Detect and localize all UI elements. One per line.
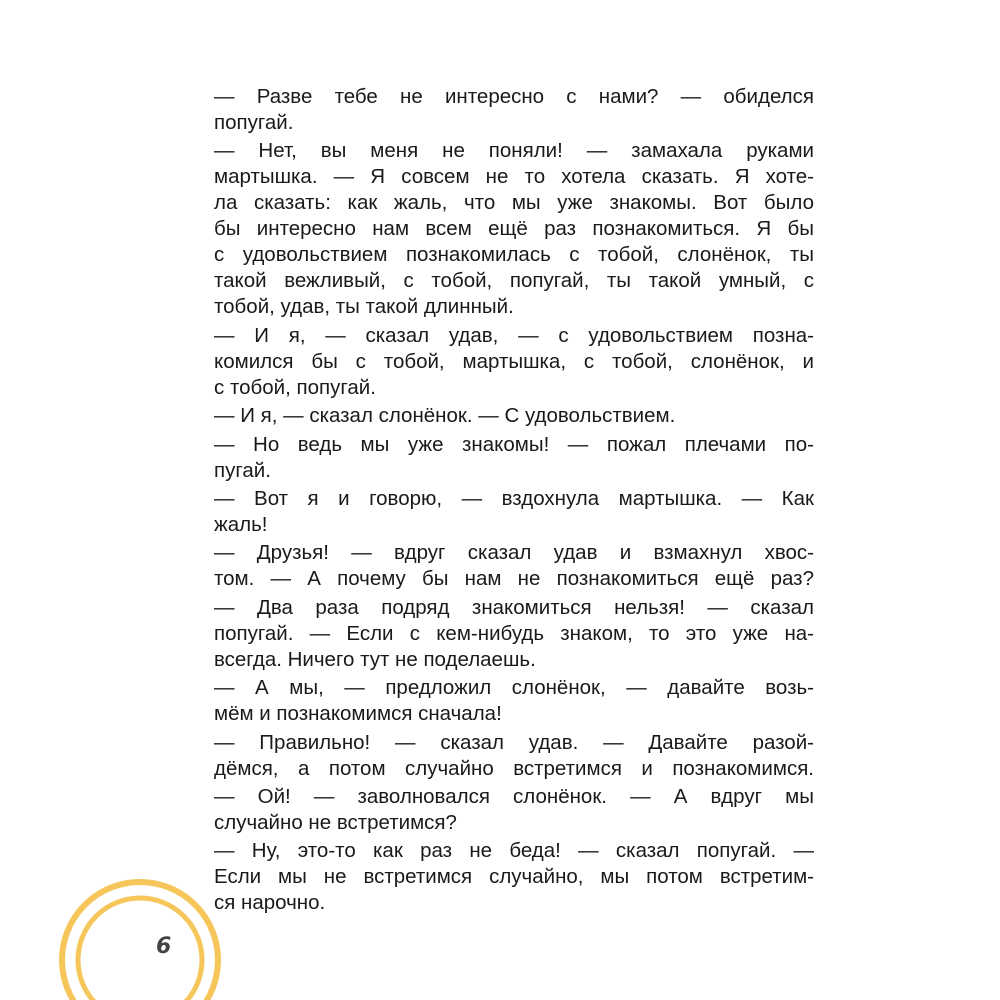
text-line: мартышка. — Я совсем не то хотела сказать. Я хоте- bbox=[214, 165, 814, 189]
page-body-text bbox=[214, 84, 814, 916]
text-line: ся нарочно. bbox=[214, 891, 326, 915]
text-line: мём и познакомимся сначала! bbox=[214, 702, 502, 726]
paragraph-first-line: — Нет, вы меня не поняли! — замахала руками bbox=[214, 139, 814, 163]
paragraph-first-line: — И я, — сказал удав, — с удовольствием позна- bbox=[214, 323, 814, 347]
text-line: дёмся, а потом случайно встретимся и познакомимся. bbox=[214, 756, 814, 780]
text-line: всегда. Ничего тут не поделаешь. bbox=[214, 647, 536, 671]
text-line: с тобой, попугай. bbox=[214, 375, 376, 399]
text-line: попугай. bbox=[214, 111, 294, 134]
paragraph-first-line: — Ой! — заволновался слонёнок. — А вдруг мы bbox=[214, 784, 814, 808]
text-line: попугай. — Если с кем-нибудь знаком, то это уже на- bbox=[214, 621, 814, 645]
paragraph-first-line: — Правильно! — сказал удав. — Давайте разой- bbox=[214, 730, 814, 754]
text-line: случайно не встретимся? bbox=[214, 810, 457, 834]
paragraph-first-line: — Вот я и говорю, — вздохнула мартышка. — Как bbox=[214, 486, 814, 510]
page-number: 6 bbox=[156, 934, 172, 959]
text-line: ла сказать: как жаль, что мы уже знакомы. Вот было bbox=[214, 191, 814, 215]
paragraph-first-line: — Но ведь мы уже знакомы! — пожал плечами по- bbox=[214, 432, 814, 456]
paragraph-first-line: — Два раза подряд знакомиться нельзя! — сказал bbox=[214, 595, 814, 619]
text-line: жаль! bbox=[214, 512, 268, 536]
text-line: — Разве тебе не интересно с нами? — обиделся bbox=[214, 85, 814, 108]
paragraph-first-line: — Ну, это-то как раз не беда! — сказал попугай. — bbox=[214, 839, 814, 863]
paragraph-first-line: — Друзья! — вдруг сказал удав и взмахнул хвос- bbox=[214, 541, 814, 565]
paragraph-first-line: — И я, — сказал слонёнок. — С удовольствием. bbox=[214, 404, 676, 428]
text-line: такой вежливый, с тобой, попугай, ты такой умный, с bbox=[214, 269, 814, 293]
text-line: Если мы не встретимся случайно, мы потом встретим- bbox=[214, 865, 814, 889]
text-line: комился бы с тобой, мартышка, с тобой, слонёнок, и bbox=[214, 349, 814, 373]
text-line: пугай. bbox=[214, 458, 271, 482]
paragraph-first-line: — А мы, — предложил слонёнок, — давайте возь- bbox=[214, 676, 814, 700]
text-line: с удовольствием познакомилась с тобой, слонёнок, ты bbox=[214, 243, 814, 267]
text-line: бы интересно нам всем ещё раз познакомиться. Я бы bbox=[214, 217, 814, 241]
text-line: тобой, удав, ты такой длинный. bbox=[214, 295, 514, 319]
text-line: том. — А почему бы нам не познакомиться ещё раз? bbox=[214, 567, 814, 591]
